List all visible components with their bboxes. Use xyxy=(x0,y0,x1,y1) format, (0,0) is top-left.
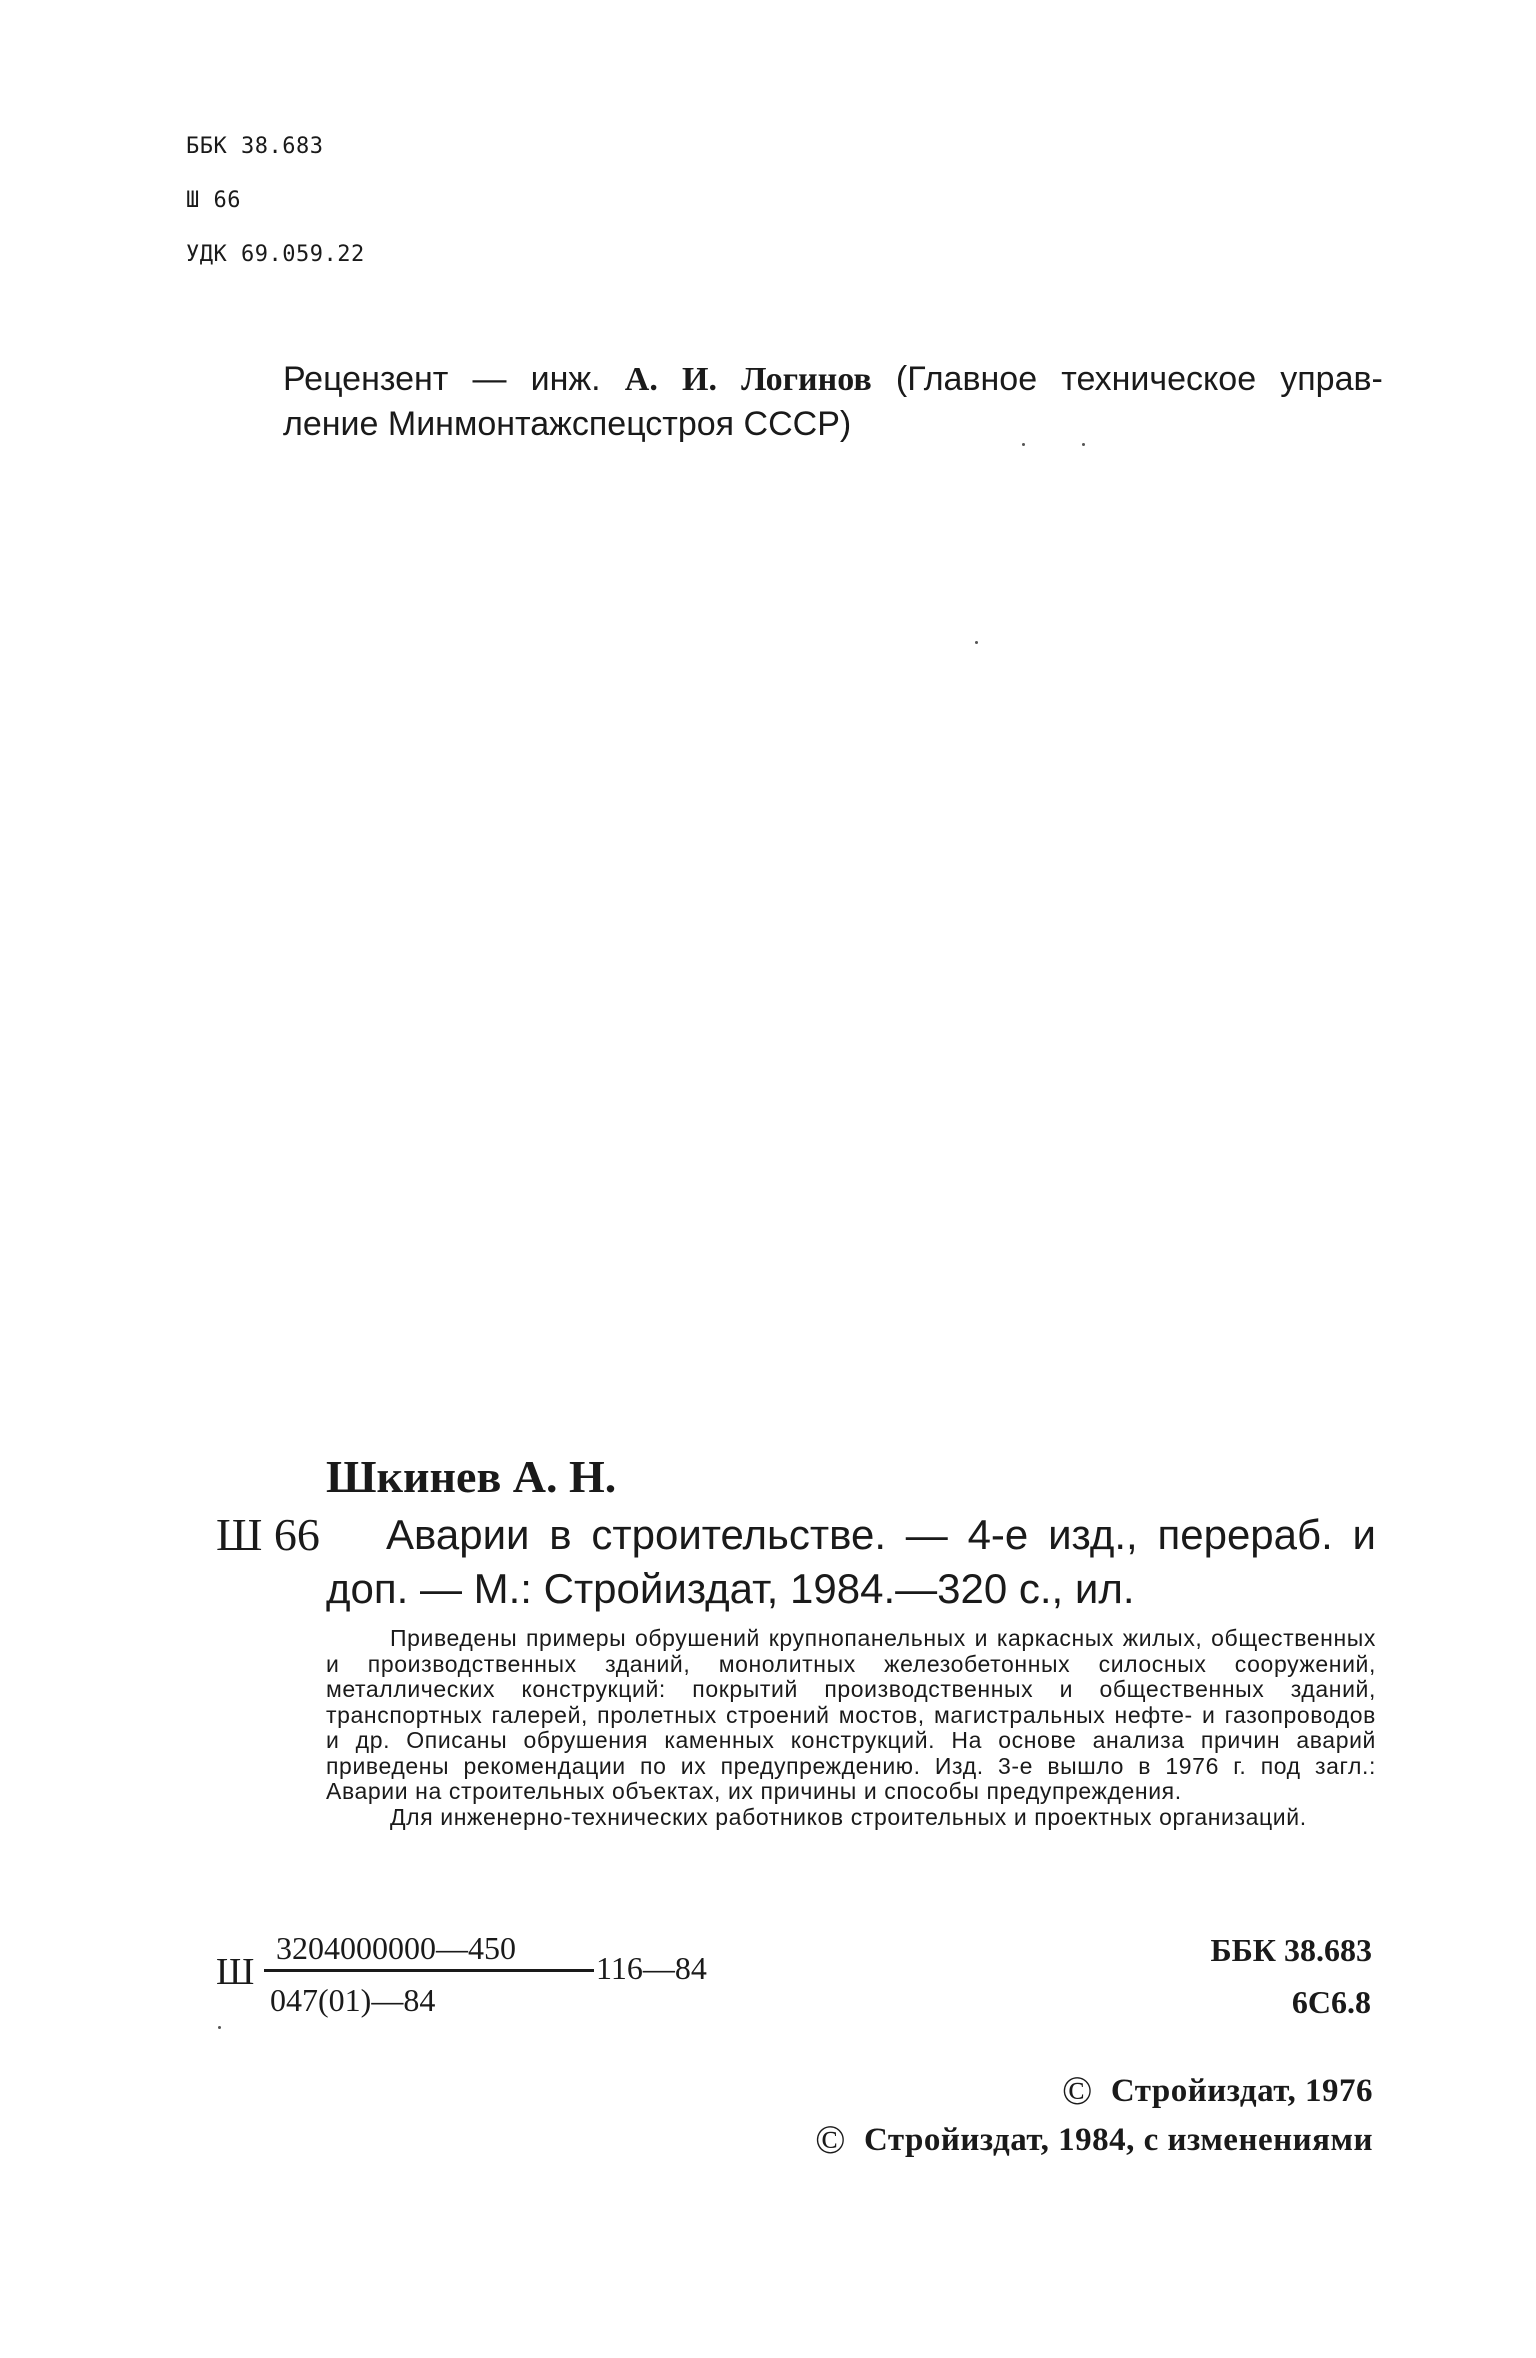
reviewer-word: — xyxy=(472,360,507,398)
title-line-1 xyxy=(386,1508,1376,1562)
classification-codes xyxy=(186,134,365,296)
reviewer-word: инж. xyxy=(530,360,601,398)
reviewer-word: (Главное xyxy=(895,360,1038,398)
reviewer-initial: А. xyxy=(624,361,658,398)
scan-speck xyxy=(218,2026,221,2029)
scan-speck xyxy=(1082,443,1085,446)
copyright-1984 xyxy=(815,2117,1373,2162)
fraction-numerator: 3204000000—450 xyxy=(276,1930,516,1966)
annotation xyxy=(326,1626,1376,1830)
annotation-paragraph: Для инженерно-технических работников строительных и проектных организаций. xyxy=(390,1803,1307,1830)
bbk-right: ББК 38.683 xyxy=(1210,1932,1372,1968)
book-title-entry xyxy=(326,1508,1376,1616)
copyright-text: Стройиздат, 1976 xyxy=(1110,2073,1373,2109)
fraction-bar xyxy=(264,1969,594,1972)
reviewer-word: техническое xyxy=(1061,360,1257,398)
reviewer-initial: И. xyxy=(682,361,717,398)
author-name: Шкинев А. Н. xyxy=(326,1451,617,1502)
fraction-side-number: 116—84 xyxy=(596,1950,707,1986)
sh-code: Ш 66 xyxy=(186,188,241,213)
reviewer-line-2: ление Минмонтажспецстроя СССР) xyxy=(283,405,852,443)
scan-speck xyxy=(1022,443,1025,446)
fraction-denominator: 047(01)—84 xyxy=(270,1982,436,2018)
title-word: Аварии xyxy=(386,1511,530,1558)
copyright-icon: © xyxy=(1061,2068,1093,2113)
scan-speck xyxy=(975,641,978,644)
classification-letter: Ш xyxy=(216,1951,255,1993)
udk-code: УДК 69.059.22 xyxy=(186,242,365,267)
title-line-2: доп. — М.: Стройиздат, 1984.—320 с., ил. xyxy=(326,1565,1135,1612)
title-word: 4-е xyxy=(967,1511,1029,1558)
catalog-code: Ш 66 xyxy=(216,1509,320,1560)
reviewer-word: Рецензент xyxy=(283,360,449,398)
title-word: перераб. xyxy=(1157,1511,1333,1558)
reviewer-word: управ- xyxy=(1280,360,1383,398)
annotation-paragraph: Приведены примеры обрушений крупнопанельных и каркасных жилых, общественных и производственных зданий, монолитных железобетонных силосных сооружений, металлических конструкций: покрытий производственных и общественных зданий, транспортных галерей, пролетных строений мостов, магистральных нефте- и газопроводов и др. Описаны обрушения каменных конструкций. На основе анализа причин аварий приведены рекомендации по их предупреждению. Изд. 3-е вышло в 1976 г. под загл.: Аварии на строительных объектах, их причины и способы предупреждения. xyxy=(326,1625,1376,1804)
bbk-code: ББК 38.683 xyxy=(186,134,324,159)
reviewer-surname: Логинов xyxy=(741,361,872,398)
title-word: изд., xyxy=(1048,1511,1138,1558)
reviewer-note xyxy=(283,357,1383,447)
bbk-sub-code: 6С6.8 xyxy=(1291,1984,1371,2020)
title-word: строительстве. xyxy=(591,1511,887,1558)
reviewer-line-1 xyxy=(283,357,1383,402)
title-word: — xyxy=(905,1511,948,1558)
copyright-text: Стройиздат, 1984, с изменениями xyxy=(864,2122,1373,2158)
title-word: и xyxy=(1352,1511,1376,1558)
title-word: в xyxy=(549,1511,572,1558)
copyright-icon: © xyxy=(815,2117,846,2162)
copyright-1976 xyxy=(1061,2068,1373,2113)
